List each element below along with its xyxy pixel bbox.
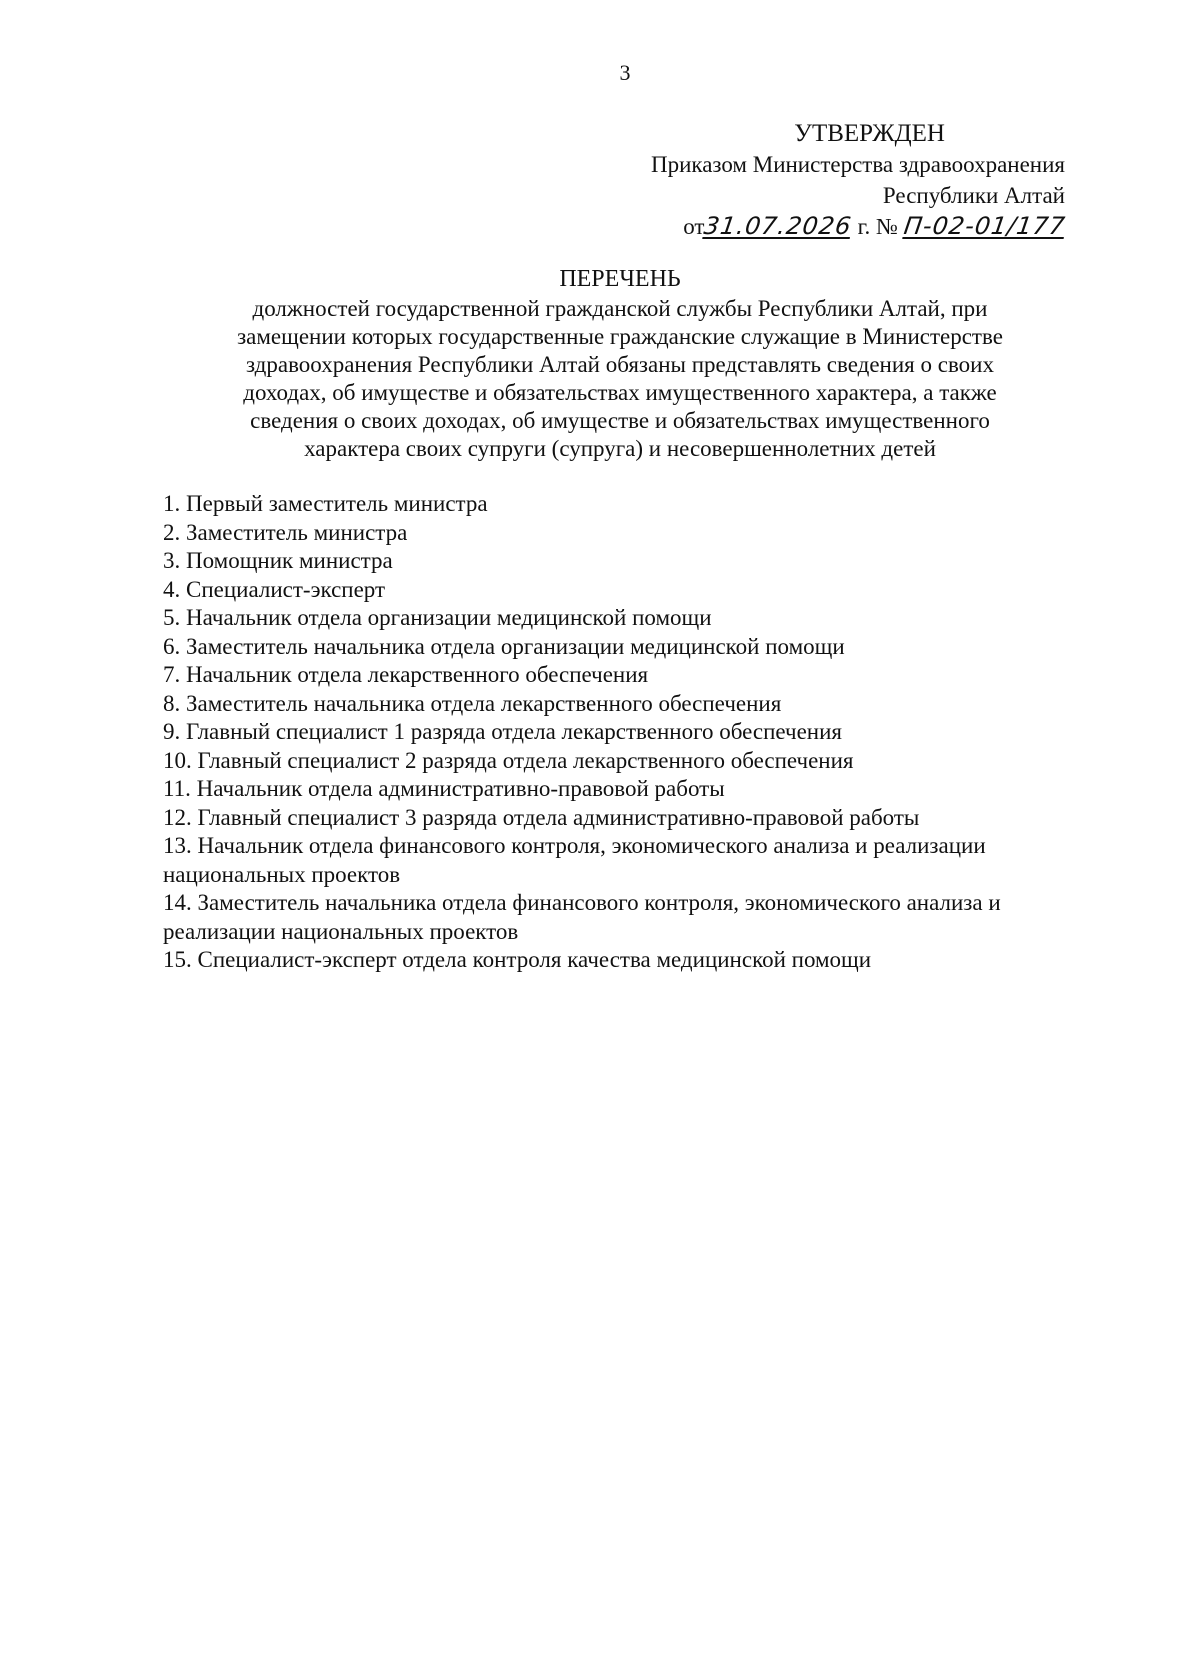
title-line: характера своих супруги (супруга) и несовершеннолетних детей xyxy=(304,436,936,461)
date-prefix: от xyxy=(683,214,705,239)
list-item: 4. Специалист-эксперт xyxy=(163,576,386,602)
list-item: 8. Заместитель начальника отдела лекарственного обеспечения xyxy=(163,690,782,716)
list-item: 14. Заместитель начальника отдела финансового контроля, экономического анализа и реализации национальных проектов xyxy=(163,890,1001,944)
handwritten-date: 31.07.2026 xyxy=(702,212,854,240)
approval-block xyxy=(595,118,1068,242)
list-item: 15. Специалист-эксперт отдела контроля качества медицинской помощи xyxy=(163,947,872,972)
list-item: 11. Начальник отдела административно-правовой работы xyxy=(163,776,725,801)
handwritten-order-number: П-02-01/177 xyxy=(901,212,1068,240)
title-line: сведения о своих доходах, об имуществе и обязательствах имущественного xyxy=(250,408,990,433)
positions-list xyxy=(163,490,1088,975)
approval-line-1: Приказом Министерства здравоохранения xyxy=(650,152,1065,177)
list-item: 13. Начальник отдела финансового контроля, экономического анализа и реализации национальных проектов xyxy=(163,833,986,887)
document-title xyxy=(160,265,1080,463)
title-line: здравоохранения Республики Алтай обязаны представлять сведения о своих xyxy=(246,352,994,377)
page-number: 3 xyxy=(619,60,631,85)
list-item: 7. Начальник отдела лекарственного обеспечения xyxy=(163,662,649,687)
list-item: 3. Помощник министра xyxy=(163,548,393,573)
approval-line-2: Республики Алтай xyxy=(882,183,1065,208)
title-line: должностей государственной гражданской службы Республики Алтай, при xyxy=(252,296,988,321)
list-item: 6. Заместитель начальника отдела организации медицинской помощи xyxy=(163,633,845,659)
title-heading: ПЕРЕЧЕНЬ xyxy=(559,266,681,292)
list-item: 10. Главный специалист 2 разряда отдела лекарственного обеспечения xyxy=(163,747,854,773)
order-date-line xyxy=(595,211,1068,242)
approval-heading: УТВЕРЖДЕН xyxy=(794,120,945,147)
title-line: замещении которых государственные гражданские служащие в Министерстве xyxy=(237,324,1003,349)
year-suffix: г. № xyxy=(851,214,904,239)
list-item: 9. Главный специалист 1 разряда отдела лекарственного обеспечения xyxy=(163,719,843,744)
list-item: 1. Первый заместитель министра xyxy=(163,491,488,516)
list-item: 5. Начальник отдела организации медицинской помощи xyxy=(163,605,712,630)
title-line: доходах, об имуществе и обязательствах имущественного характера, а также xyxy=(243,380,997,405)
list-item: 12. Главный специалист 3 разряда отдела административно-правовой работы xyxy=(163,804,920,830)
list-item: 2. Заместитель министра xyxy=(163,519,408,545)
